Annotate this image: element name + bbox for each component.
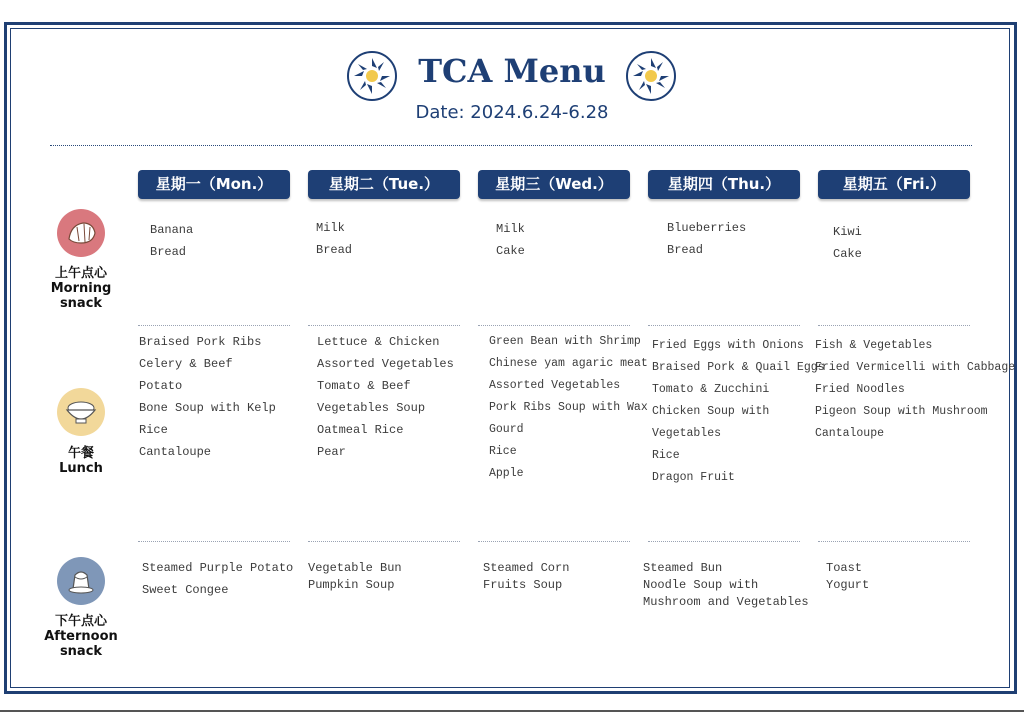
- afternoon-wed: [483, 560, 569, 594]
- menu-item: Assorted Vegetables: [317, 357, 454, 371]
- menu-item: Oatmeal Rice: [317, 423, 404, 437]
- menu-item: Tomato & Beef: [317, 379, 411, 393]
- menu-item: Rice: [489, 445, 517, 458]
- menu-item: Vegetables: [652, 427, 722, 440]
- menu-item: Fruits Soup: [483, 578, 563, 592]
- morning-fri: [833, 221, 862, 265]
- row-divider: [138, 541, 290, 542]
- morning-tue: [316, 217, 352, 261]
- page-title: TCA Menu: [418, 52, 606, 90]
- menu-item: Lettuce & Chicken: [317, 335, 440, 349]
- menu-item: Apple: [489, 467, 524, 480]
- menu-item: Pear: [317, 445, 346, 459]
- menu-item: Noodle Soup with: [643, 578, 759, 592]
- lunch-tue: [317, 331, 454, 463]
- rice-bowl-icon: [57, 388, 105, 436]
- menu-item: Tomato & Zucchini: [652, 383, 770, 396]
- morning-wed: [496, 218, 525, 262]
- row-divider: [648, 325, 800, 326]
- menu-item: Kiwi: [833, 225, 862, 239]
- row-divider: [478, 541, 630, 542]
- menu-item: Dragon Fruit: [652, 471, 735, 484]
- menu-item: Potato: [139, 379, 183, 393]
- menu-item: Cake: [833, 247, 862, 261]
- menu-item: Sweet Congee: [142, 583, 229, 597]
- menu-item: Bread: [150, 245, 187, 259]
- menu-item: Steamed Bun: [643, 561, 723, 575]
- lunch-mon: [139, 331, 276, 463]
- morning-mon: [150, 219, 193, 263]
- menu-item: Mushroom and Vegetables: [643, 595, 809, 609]
- day-header-thu: 星期四（Thu.）: [648, 170, 800, 199]
- croissant-icon: [57, 209, 105, 257]
- lunch-label: 午餐 Lunch: [59, 446, 103, 476]
- row-divider: [308, 325, 460, 326]
- lunch-thu: [652, 335, 825, 489]
- menu-item: Rice: [139, 423, 168, 437]
- menu-item: Milk: [496, 222, 525, 236]
- header-divider: [50, 145, 972, 146]
- menu-item: Toast: [826, 561, 863, 575]
- menu-item: Fried Eggs with Onions: [652, 339, 804, 352]
- row-divider: [648, 541, 800, 542]
- row-divider: [308, 541, 460, 542]
- menu-item: Milk: [316, 221, 345, 235]
- day-header-tue: 星期二（Tue.）: [308, 170, 460, 199]
- day-header-wed: 星期三（Wed.）: [478, 170, 630, 199]
- menu-item: Bread: [316, 243, 353, 257]
- menu-item: Pork Ribs Soup with Wax: [489, 401, 648, 414]
- menu-item: Chinese yam agaric meat: [489, 357, 648, 370]
- menu-item: Fried Vermicelli with Cabbage: [815, 361, 1016, 374]
- menu-item: Cake: [496, 244, 525, 258]
- menu-item: Pigeon Soup with Mushroom: [815, 405, 988, 418]
- afternoon-tue: [308, 560, 402, 594]
- menu-item: Steamed Corn: [483, 561, 570, 575]
- menu-item: Banana: [150, 223, 194, 237]
- menu-item: Yogurt: [826, 578, 870, 592]
- menu-item: Blueberries: [667, 221, 747, 235]
- day-header-fri: 星期五（Fri.）: [818, 170, 970, 199]
- menu-item: Gourd: [489, 423, 524, 436]
- menu-item: Bread: [667, 243, 704, 257]
- date-range: Date: 2024.6.24-6.28: [415, 102, 609, 123]
- menu-item: Celery & Beef: [139, 357, 233, 371]
- pudding-icon: [57, 557, 105, 605]
- menu-item: Chicken Soup with: [652, 405, 770, 418]
- menu-item: Cantaloupe: [139, 445, 212, 459]
- afternoon-thu: [643, 560, 809, 611]
- afternoon-mon: [142, 557, 293, 601]
- menu-item: Fish & Vegetables: [815, 339, 933, 352]
- row-divider: [818, 325, 970, 326]
- menu-item: Vegetables Soup: [317, 401, 426, 415]
- row-divider: [818, 541, 970, 542]
- morning-thu: [667, 217, 746, 261]
- menu-item: Green Bean with Shrimp: [489, 335, 641, 348]
- menu-item: Steamed Purple Potato: [142, 561, 294, 575]
- day-header-mon: 星期一（Mon.）: [138, 170, 290, 199]
- row-divider: [478, 325, 630, 326]
- menu-item: Cantaloupe: [815, 427, 885, 440]
- menu-item: Pumpkin Soup: [308, 578, 395, 592]
- morning-label: 上午点心 Morning snack: [50, 266, 112, 311]
- row-divider: [138, 325, 290, 326]
- menu-item: Vegetable Bun: [308, 561, 402, 575]
- afternoon-label: 下午点心 Afternoon snack: [44, 614, 118, 659]
- afternoon-fri: [826, 560, 869, 594]
- bottom-divider: [0, 710, 1024, 712]
- menu-item: Rice: [652, 449, 680, 462]
- menu-item: Bone Soup with Kelp: [139, 401, 276, 415]
- menu-item: Braised Pork Ribs: [139, 335, 262, 349]
- menu-item: Fried Noodles: [815, 383, 905, 396]
- menu-item: Assorted Vegetables: [489, 379, 621, 392]
- lunch-fri: [815, 335, 1015, 445]
- lunch-wed: [489, 331, 648, 485]
- menu-item: Braised Pork & Quail Eggs: [652, 361, 825, 374]
